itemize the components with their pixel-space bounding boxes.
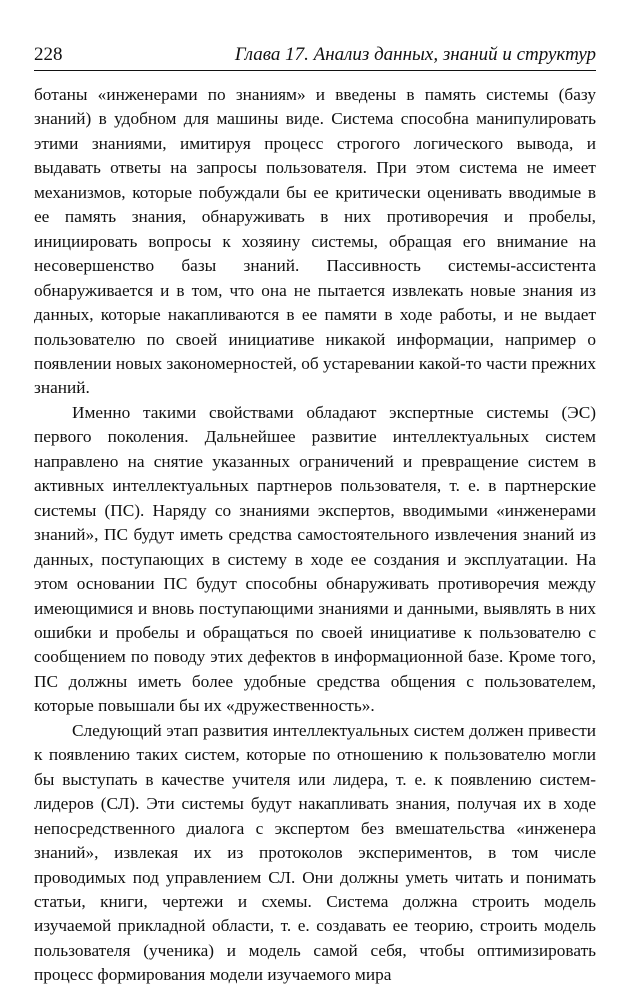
page-number: 228	[34, 44, 63, 65]
paragraph: ботаны «инженерами по знаниям» и введены в память системы (базу знаний) в удобном для машины виде. Система способна манипулировать этими знаниями, имитируя процесс строгого логического вывода, и выдавать ответы на запросы пользователя. При этом система не имеет механизмов, которые побуждали бы ее критически оценивать вводимые в ее память знания, обнаруживать в них противоречия и пробелы, инициировать вопросы к хозяину системы, обращая его внимание на несовершенство базы знаний. Пассивность системы-ассистента обнаруживается и в том, что она не пытается извлекать новые знания из данных, которые накапливаются в ее памяти в ходе работы, и не выдает пользователю по своей инициативе никакой информации, например о появлении новых закономерностей, об устаревании какой-то части прежних знаний.	[34, 85, 596, 398]
book-page	[34, 44, 596, 988]
paragraph: Именно такими свойствами обладают экспертные системы (ЭС) первого поколения. Дальнейшее развитие интеллектуальных систем направлено на снятие указанных ограничений и превращение систем в активных интеллектуальных партнеров пользователя, т. е. в партнерские системы (ПС). Наряду со знаниями экспертов, вводимыми «инженерами знаний», ПС будут иметь средства самостоятельного извлечения знаний из данных, поступающих в систему в ходе ее создания и эксплуатации. На этом основании ПС будут способны обнаруживать противоречия между имеющимися и вновь поступающими знаниями и данными, выявлять в них ошибки и пробелы и обращаться по своей инициативе к пользователю с сообщением по поводу этих дефектов в информационной базе. Кроме того, ПС должны иметь более удобные средства общения с пользователем, которые повышали бы их «дружественность».	[34, 402, 596, 716]
body-text	[34, 83, 596, 988]
page-header	[34, 44, 596, 71]
paragraph: Следующий этап развития интеллектуальных систем должен привести к появлению таких систем, которые по отношению к пользователю могли бы выступать в качестве учителя или лидера, т. е. к появлению систем-лидеров (СЛ). Эти системы будут накапливать знания, получая их в ходе непосредственного диалога с экспертом без вмешательства «инженера знаний», извлекая их из протоколов экспериментов, в том числе проводимых под управлением СЛ. Они должны уметь читать и понимать статьи, книги, чертежи и схемы. Система должна строить модель изучаемой прикладной области, т. е. создавать ее теорию, строить модель пользователя (ученика) и модель самой себя, чтобы оптимизировать процесс формирования модели изучаемого мира	[34, 720, 596, 985]
running-title: Глава 17. Анализ данных, знаний и структур	[234, 44, 596, 65]
